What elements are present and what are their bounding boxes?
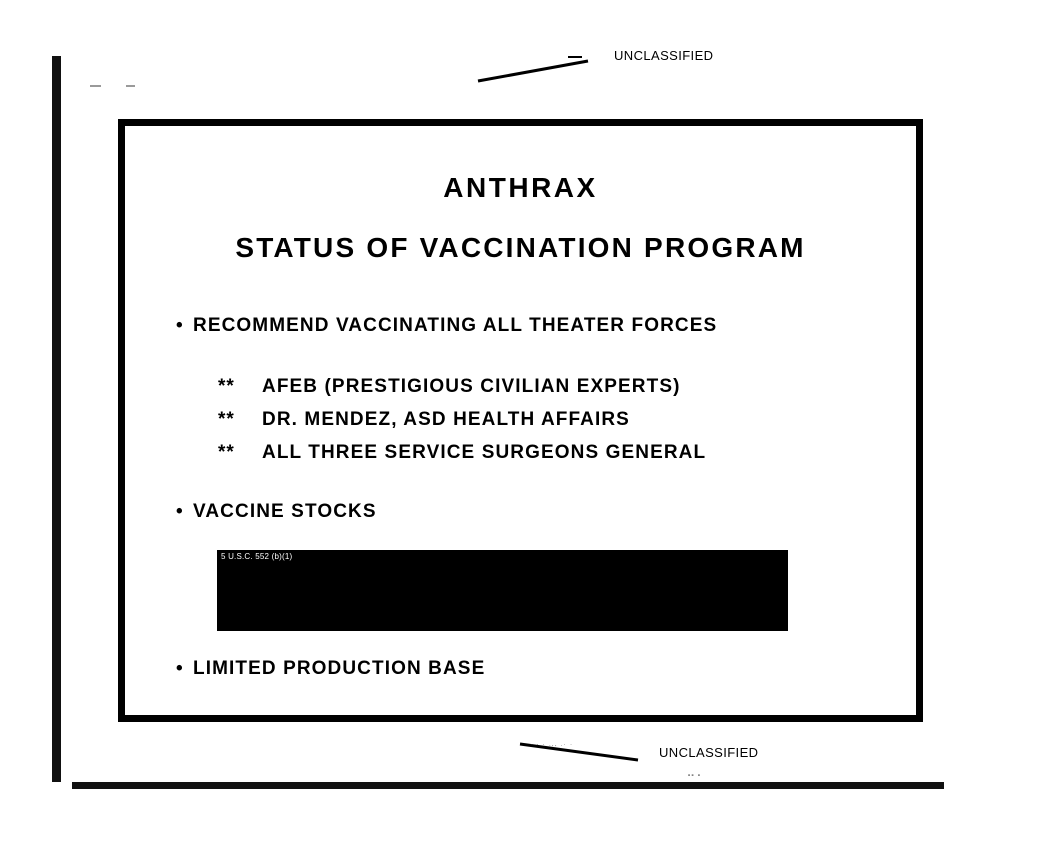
- sub-bullet-item-2: [218, 409, 630, 431]
- slide-title-secondary: STATUS OF VACCINATION PROGRAM: [235, 232, 806, 263]
- redaction-exemption-label: 5 U.S.C. 552 (b)(1): [221, 552, 293, 561]
- sub-bullet-item-1-label: AFEB (PRESTIGIOUS CIVILIAN EXPERTS): [262, 376, 681, 397]
- asterisk-marker-icon: **: [218, 442, 235, 463]
- bullet-item-2: [176, 501, 377, 523]
- bullet-item-3-label: LIMITED PRODUCTION BASE: [193, 658, 486, 679]
- top-marking-leader-line: [478, 60, 598, 82]
- bullet-item-1-label: RECOMMEND VACCINATING ALL THEATER FORCES: [193, 315, 718, 336]
- sub-bullet-item-3-label: ALL THREE SERVICE SURGEONS GENERAL: [262, 442, 707, 463]
- scan-artifact-smudge: ▪▪ ▪: [688, 773, 702, 778]
- bullet-marker-icon: •: [176, 658, 184, 679]
- classification-marking-bottom: UNCLASSIFIED: [659, 745, 759, 760]
- bullet-marker-icon: •: [176, 501, 184, 522]
- scan-artifact-smudge: · · · .,, .· ·: [530, 742, 574, 747]
- bullet-item-3: [176, 658, 485, 680]
- top-marking-tick: [568, 56, 582, 58]
- bullet-item-2-label: VACCINE STOCKS: [193, 501, 377, 522]
- asterisk-marker-icon: **: [218, 409, 235, 430]
- scan-speckle: [126, 85, 135, 87]
- briefing-slide: [118, 119, 923, 722]
- scan-speckle: [90, 85, 101, 87]
- sub-bullet-item-3: [218, 442, 706, 464]
- page-edge-bottom: [72, 782, 944, 789]
- sub-bullet-item-2-label: DR. MENDEZ, ASD HEALTH AFFAIRS: [262, 409, 630, 430]
- bullet-marker-icon: •: [176, 315, 184, 336]
- asterisk-marker-icon: **: [218, 376, 235, 397]
- redaction-block: [217, 550, 788, 631]
- sub-bullet-item-1: [218, 376, 681, 398]
- slide-content: [125, 126, 916, 715]
- bullet-item-1: [176, 315, 717, 337]
- page-edge-left: [52, 56, 61, 782]
- classification-marking-top: UNCLASSIFIED: [614, 48, 714, 63]
- slide-title-primary: ANTHRAX: [443, 172, 598, 203]
